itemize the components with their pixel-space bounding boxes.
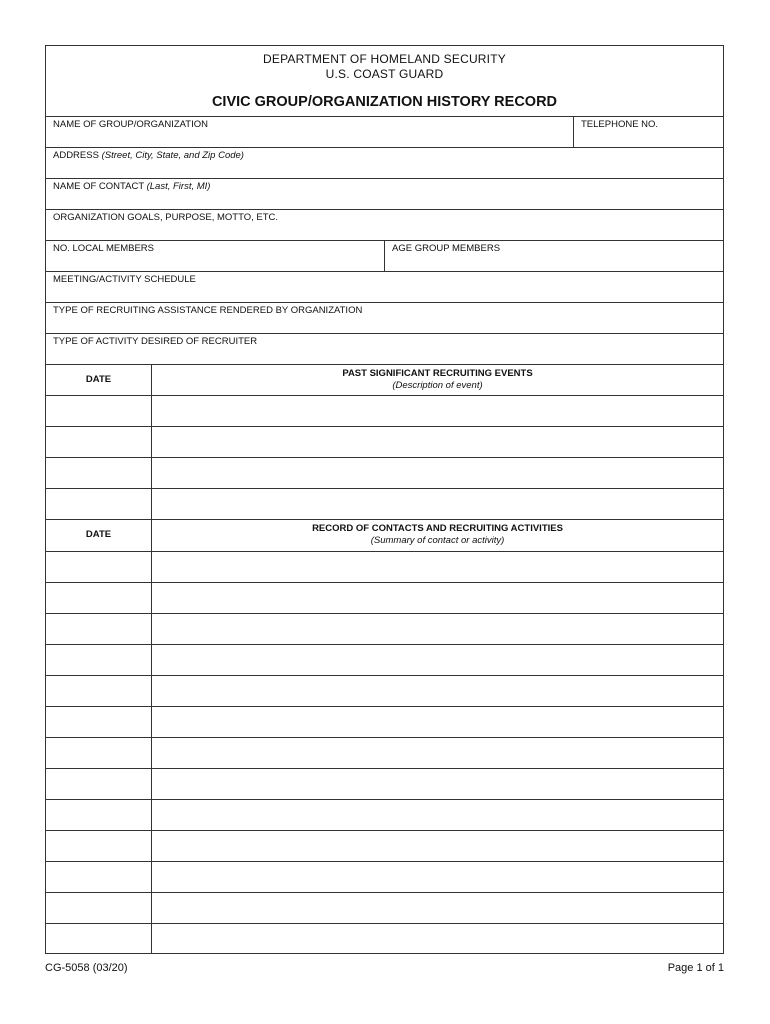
contacts-subtitle: (Summary of contact or activity) (370, 535, 505, 546)
description-cell[interactable] (152, 769, 724, 799)
events-date-header: DATE (85, 374, 112, 385)
date-cell[interactable] (46, 645, 151, 675)
date-cell[interactable] (46, 893, 151, 923)
recruiting-assistance-label: TYPE OF RECRUITING ASSISTANCE RENDERED BY ORGANIZATION (53, 305, 363, 316)
events-subtitle: (Description of event) (392, 380, 483, 391)
age-group-label: AGE GROUP MEMBERS (392, 243, 501, 254)
description-cell[interactable] (152, 396, 724, 426)
department-name: DEPARTMENT OF HOMELAND SECURITY (263, 52, 506, 66)
agency-name: U.S. COAST GUARD (325, 67, 444, 81)
description-cell[interactable] (152, 831, 724, 861)
contacts-title: RECORD OF CONTACTS AND RECRUITING ACTIVITIES (312, 523, 563, 534)
date-cell[interactable] (46, 924, 151, 954)
description-cell[interactable] (152, 614, 724, 644)
date-cell[interactable] (46, 583, 151, 613)
local-members-field[interactable] (46, 240, 384, 271)
form-frame (45, 45, 724, 954)
date-cell[interactable] (46, 862, 151, 892)
description-cell[interactable] (152, 676, 724, 706)
description-cell[interactable] (152, 707, 724, 737)
date-cell[interactable] (46, 769, 151, 799)
description-cell[interactable] (152, 458, 724, 488)
goals-label: ORGANIZATION GOALS, PURPOSE, MOTTO, ETC. (53, 212, 279, 223)
date-cell[interactable] (46, 489, 151, 519)
description-cell[interactable] (152, 924, 724, 954)
description-cell[interactable] (152, 489, 724, 519)
form-number: CG-5058 (03/20) (45, 962, 128, 974)
description-cell[interactable] (152, 893, 724, 923)
page-number: Page 1 of 1 (667, 962, 724, 974)
telephone-label: TELEPHONE NO. (581, 119, 659, 130)
address-label-text: ADDRESS (53, 150, 99, 161)
group-name-field[interactable] (46, 116, 573, 147)
meeting-schedule-label: MEETING/ACTIVITY SCHEDULE (53, 274, 196, 285)
contact-field[interactable] (46, 178, 724, 209)
description-cell[interactable] (152, 645, 724, 675)
description-cell[interactable] (152, 738, 724, 768)
date-cell[interactable] (46, 614, 151, 644)
description-cell[interactable] (152, 862, 724, 892)
contact-label-text: NAME OF CONTACT (53, 181, 144, 192)
age-group-field[interactable] (385, 240, 724, 271)
row-divider (46, 519, 723, 520)
date-cell[interactable] (46, 831, 151, 861)
date-cell[interactable] (46, 427, 151, 457)
description-cell[interactable] (152, 583, 724, 613)
date-column-divider (151, 364, 152, 954)
date-cell[interactable] (46, 676, 151, 706)
group-name-label: NAME OF GROUP/ORGANIZATION (53, 119, 208, 130)
contacts-date-header: DATE (85, 529, 112, 540)
date-cell[interactable] (46, 707, 151, 737)
date-cell[interactable] (46, 552, 151, 582)
recruiting-assistance-field[interactable] (46, 302, 724, 333)
date-cell[interactable] (46, 396, 151, 426)
activity-desired-label: TYPE OF ACTIVITY DESIRED OF RECRUITER (53, 336, 258, 347)
date-cell[interactable] (46, 800, 151, 830)
meeting-schedule-field[interactable] (46, 271, 724, 302)
date-cell[interactable] (46, 738, 151, 768)
divider (46, 364, 723, 365)
activity-desired-field[interactable] (46, 333, 724, 364)
form-title: CIVIC GROUP/ORGANIZATION HISTORY RECORD (211, 94, 558, 110)
events-header (151, 368, 724, 391)
description-cell[interactable] (152, 800, 724, 830)
date-cell[interactable] (46, 458, 151, 488)
contact-hint: (Last, First, MI) (146, 181, 211, 192)
description-cell[interactable] (152, 552, 724, 582)
contacts-header (151, 523, 724, 546)
goals-field[interactable] (46, 209, 724, 240)
events-title: PAST SIGNIFICANT RECRUITING EVENTS (342, 368, 533, 379)
address-field[interactable] (46, 147, 724, 178)
local-members-label: NO. LOCAL MEMBERS (53, 243, 155, 254)
telephone-field[interactable] (574, 116, 724, 147)
address-hint: (Street, City, State, and Zip Code) (101, 150, 244, 161)
description-cell[interactable] (152, 427, 724, 457)
